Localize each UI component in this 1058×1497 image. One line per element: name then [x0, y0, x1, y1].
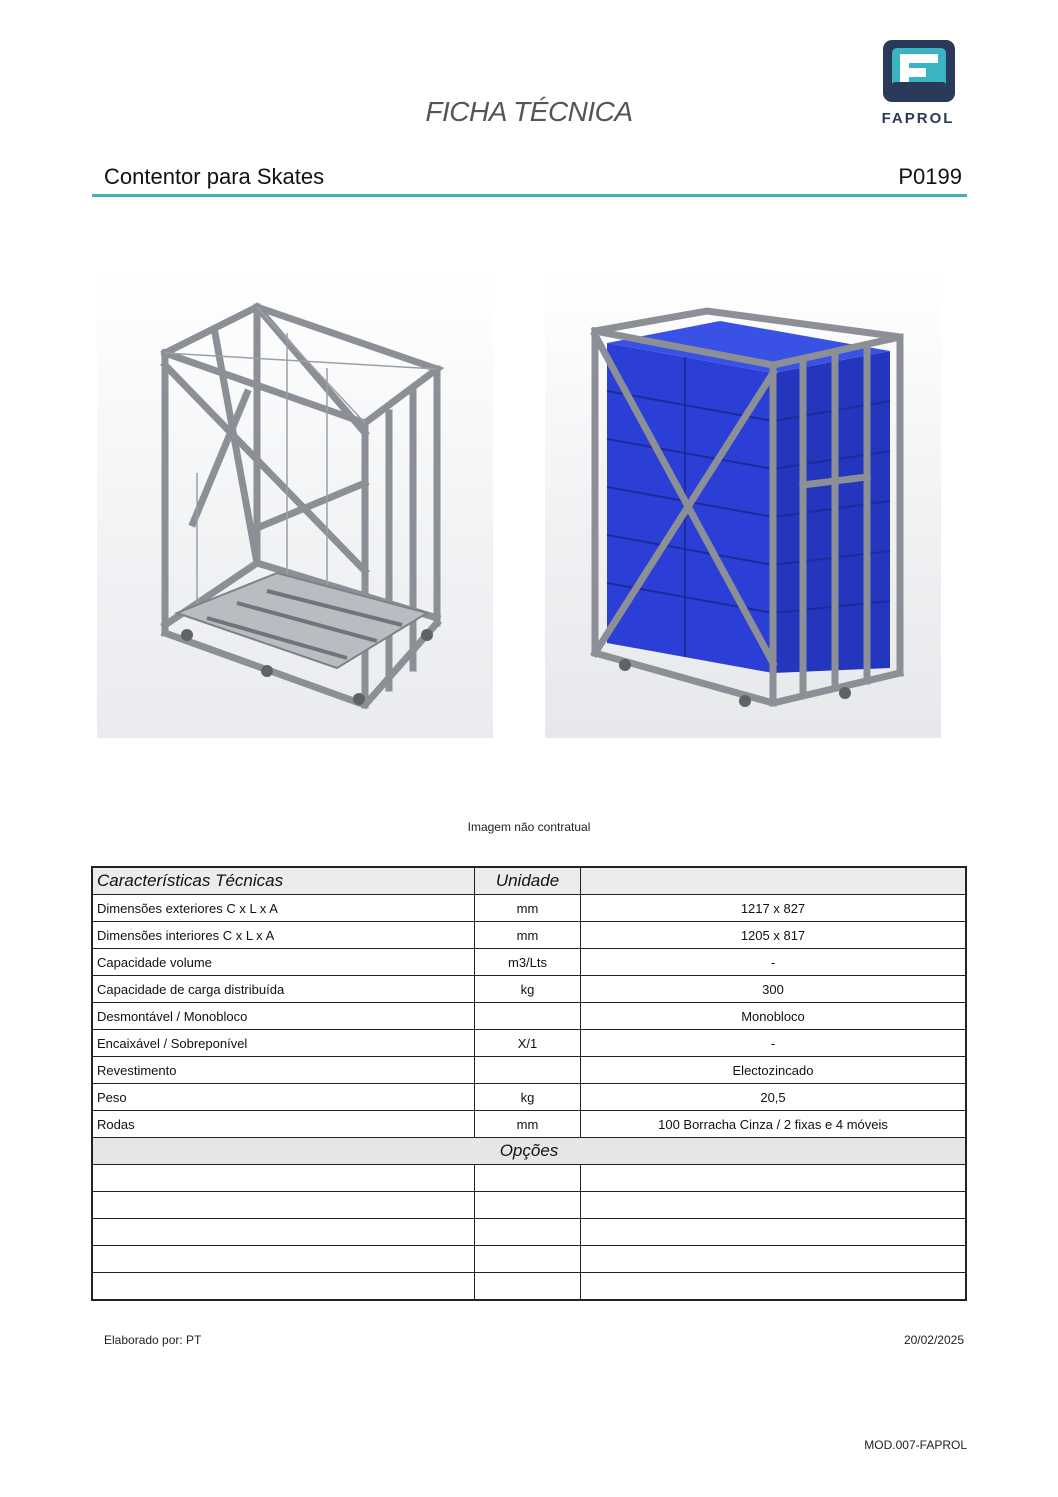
options-header: Opções [92, 1138, 966, 1165]
title-divider [92, 194, 967, 197]
row-label: Encaixável / Sobreponível [92, 1030, 475, 1057]
row-value: 300 [581, 976, 967, 1003]
logo-wordmark: FAPROL [881, 110, 955, 127]
specs-table [91, 866, 967, 1301]
row-value: - [581, 949, 967, 976]
header-unit: Unidade [475, 867, 581, 895]
row-label: Dimensões exteriores C x L x A [92, 895, 475, 922]
row-unit [475, 1057, 581, 1084]
row-value: Electozincado [581, 1057, 967, 1084]
options-row [92, 1219, 966, 1246]
row-value: - [581, 1030, 967, 1057]
row-unit [475, 1003, 581, 1030]
row-value: 100 Borracha Cinza / 2 fixas e 4 móveis [581, 1111, 967, 1138]
options-header-row [92, 1138, 966, 1165]
table-header-row [92, 867, 966, 895]
row-label: Capacidade volume [92, 949, 475, 976]
document-date: 20/02/2025 [903, 1333, 964, 1347]
row-unit: kg [475, 976, 581, 1003]
product-image-with-bins [545, 273, 941, 738]
logo-icon [866, 38, 970, 110]
header-value [581, 867, 967, 895]
row-label: Capacidade de carga distribuída [92, 976, 475, 1003]
row-value: 1205 x 817 [581, 922, 967, 949]
row-label: Peso [92, 1084, 475, 1111]
table-row [92, 1003, 966, 1030]
header-characteristics: Características Técnicas [92, 867, 475, 895]
table-row [92, 1057, 966, 1084]
table-row [92, 949, 966, 976]
row-label: Dimensões interiores C x L x A [92, 922, 475, 949]
options-row [92, 1165, 966, 1192]
prepared-by: Elaborado por: PT [104, 1333, 202, 1347]
faprol-logo [866, 38, 970, 130]
table-row [92, 922, 966, 949]
row-unit: kg [475, 1084, 581, 1111]
form-code: MOD.007-FAPROL [864, 1438, 967, 1452]
row-unit: m3/Lts [475, 949, 581, 976]
row-label: Desmontável / Monobloco [92, 1003, 475, 1030]
product-name: Contentor para Skates [104, 164, 325, 189]
row-unit: mm [475, 922, 581, 949]
row-unit: X/1 [475, 1030, 581, 1057]
row-label: Revestimento [92, 1057, 475, 1084]
document-title: FICHA TÉCNICA [425, 96, 633, 127]
table-row [92, 976, 966, 1003]
row-value: Monobloco [581, 1003, 967, 1030]
row-label: Rodas [92, 1111, 475, 1138]
options-row [92, 1192, 966, 1219]
row-value: 20,5 [581, 1084, 967, 1111]
options-row [92, 1246, 966, 1273]
product-image-empty-frame [97, 273, 493, 738]
table-row [92, 1111, 966, 1138]
options-row [92, 1273, 966, 1301]
product-code: P0199 [898, 164, 962, 189]
table-row [92, 895, 966, 922]
row-unit: mm [475, 1111, 581, 1138]
table-row [92, 1030, 966, 1057]
image-caption: Imagem não contratual [467, 820, 591, 834]
table-row [92, 1084, 966, 1111]
row-value: 1217 x 827 [581, 895, 967, 922]
row-unit: mm [475, 895, 581, 922]
